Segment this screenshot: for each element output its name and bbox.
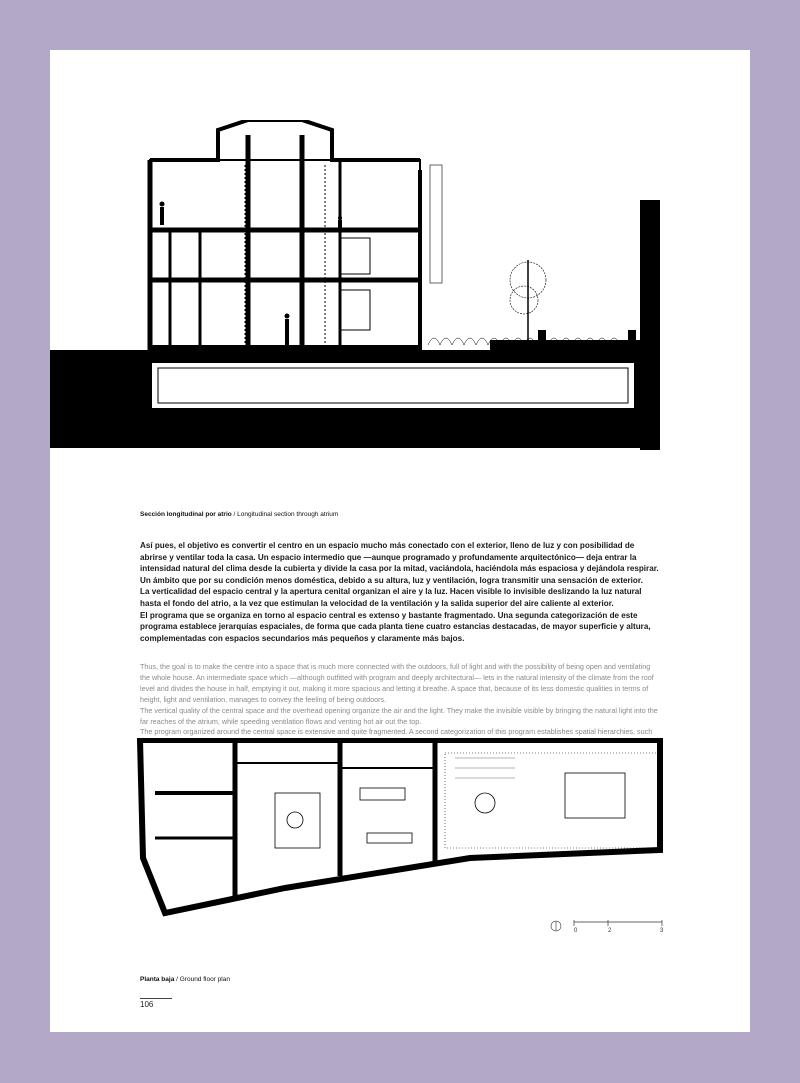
english-paragraph: Thus, the goal is to make the centre into a space that is much more connected with the outdoors, full of light and with the possibility of being open and ventilating the whole house. An intermediate space which —although outfitted with program and deeply architectural— lets in the natural intensity of the climate from the roof level and divides the house in half, emptying it out, making it more spacious and letting it breathe. A space that, because of its less domestic qualities in terms of height, light and ventilation, manages to convey the feeling of being outdoors.	[140, 662, 654, 704]
section-caption-translation: / Longitudinal section through atrium	[231, 511, 339, 518]
english-paragraph: The vertical quality of the central space and the overhead opening organize the air and the light. They make the invisible visible by bringing the natural light into the far reaches of the atrium, while speeding ventilation flows and venting hot air out the top.	[140, 705, 658, 726]
scale-label: 2	[608, 928, 612, 934]
plan-caption	[140, 976, 230, 983]
section-caption-bold: Sección longitudinal por atrio	[140, 511, 232, 518]
page-number: 106	[140, 1000, 154, 1009]
ground-floor-plan-drawing	[135, 738, 665, 918]
english-paragraph: The program organized around the central space is extensive and quite fragmented. A second categorization of this program establishes spatial hierarchies, such	[140, 727, 653, 737]
scale-label: 3	[660, 928, 664, 934]
spanish-paragraph: Así pues, el objetivo es convertir el centro en un espacio mucho más conectado con el exterior, lleno de luz y con posibilidad de abrirse y ventilar toda la casa. Un espacio intermedio que —aunque programado y profundamente arquitectónico— deja entrar la intensidad natural del clima desde la cubierta y divide la casa por la mitad, vaciándola, haciéndola más espaciosa y dejándola respirar. Un ámbito que por su condición menos doméstica, debido a su altura, luz y ventilación, logra transmitir una sensación de exterior.	[140, 541, 659, 585]
plan-caption-translation: / Ground floor plan	[174, 976, 230, 983]
plan-caption-bold: Planta baja	[140, 976, 175, 983]
english-body-text	[140, 662, 662, 749]
longitudinal-section-drawing	[50, 120, 750, 500]
spanish-body-text	[140, 540, 662, 644]
scale-bar	[550, 916, 670, 938]
spanish-paragraph: El programa que se organiza en torno al espacio central es extenso y bastante fragmentado. Una segunda categorización de este programa establece jerarquías espaciales, de forma que cada planta tiene cuatro estancias destacadas, de mayor superficie y altura, complementadas con espacios secundarios más pequeños y claramente más bajos.	[140, 610, 651, 643]
scale-label: 0	[574, 928, 578, 934]
section-caption	[140, 511, 338, 518]
spanish-paragraph: La verticalidad del espacio central y la apertura cenital organizan el aire y la luz. Hacen visible lo invisible deslizando la luz natural hasta el fondo del atrio, a la vez que estimulan la velocidad de la ventilación y la salida superior del aire caliente al exterior.	[140, 587, 642, 608]
magazine-page	[50, 50, 750, 1032]
page-number-rule	[140, 998, 172, 999]
